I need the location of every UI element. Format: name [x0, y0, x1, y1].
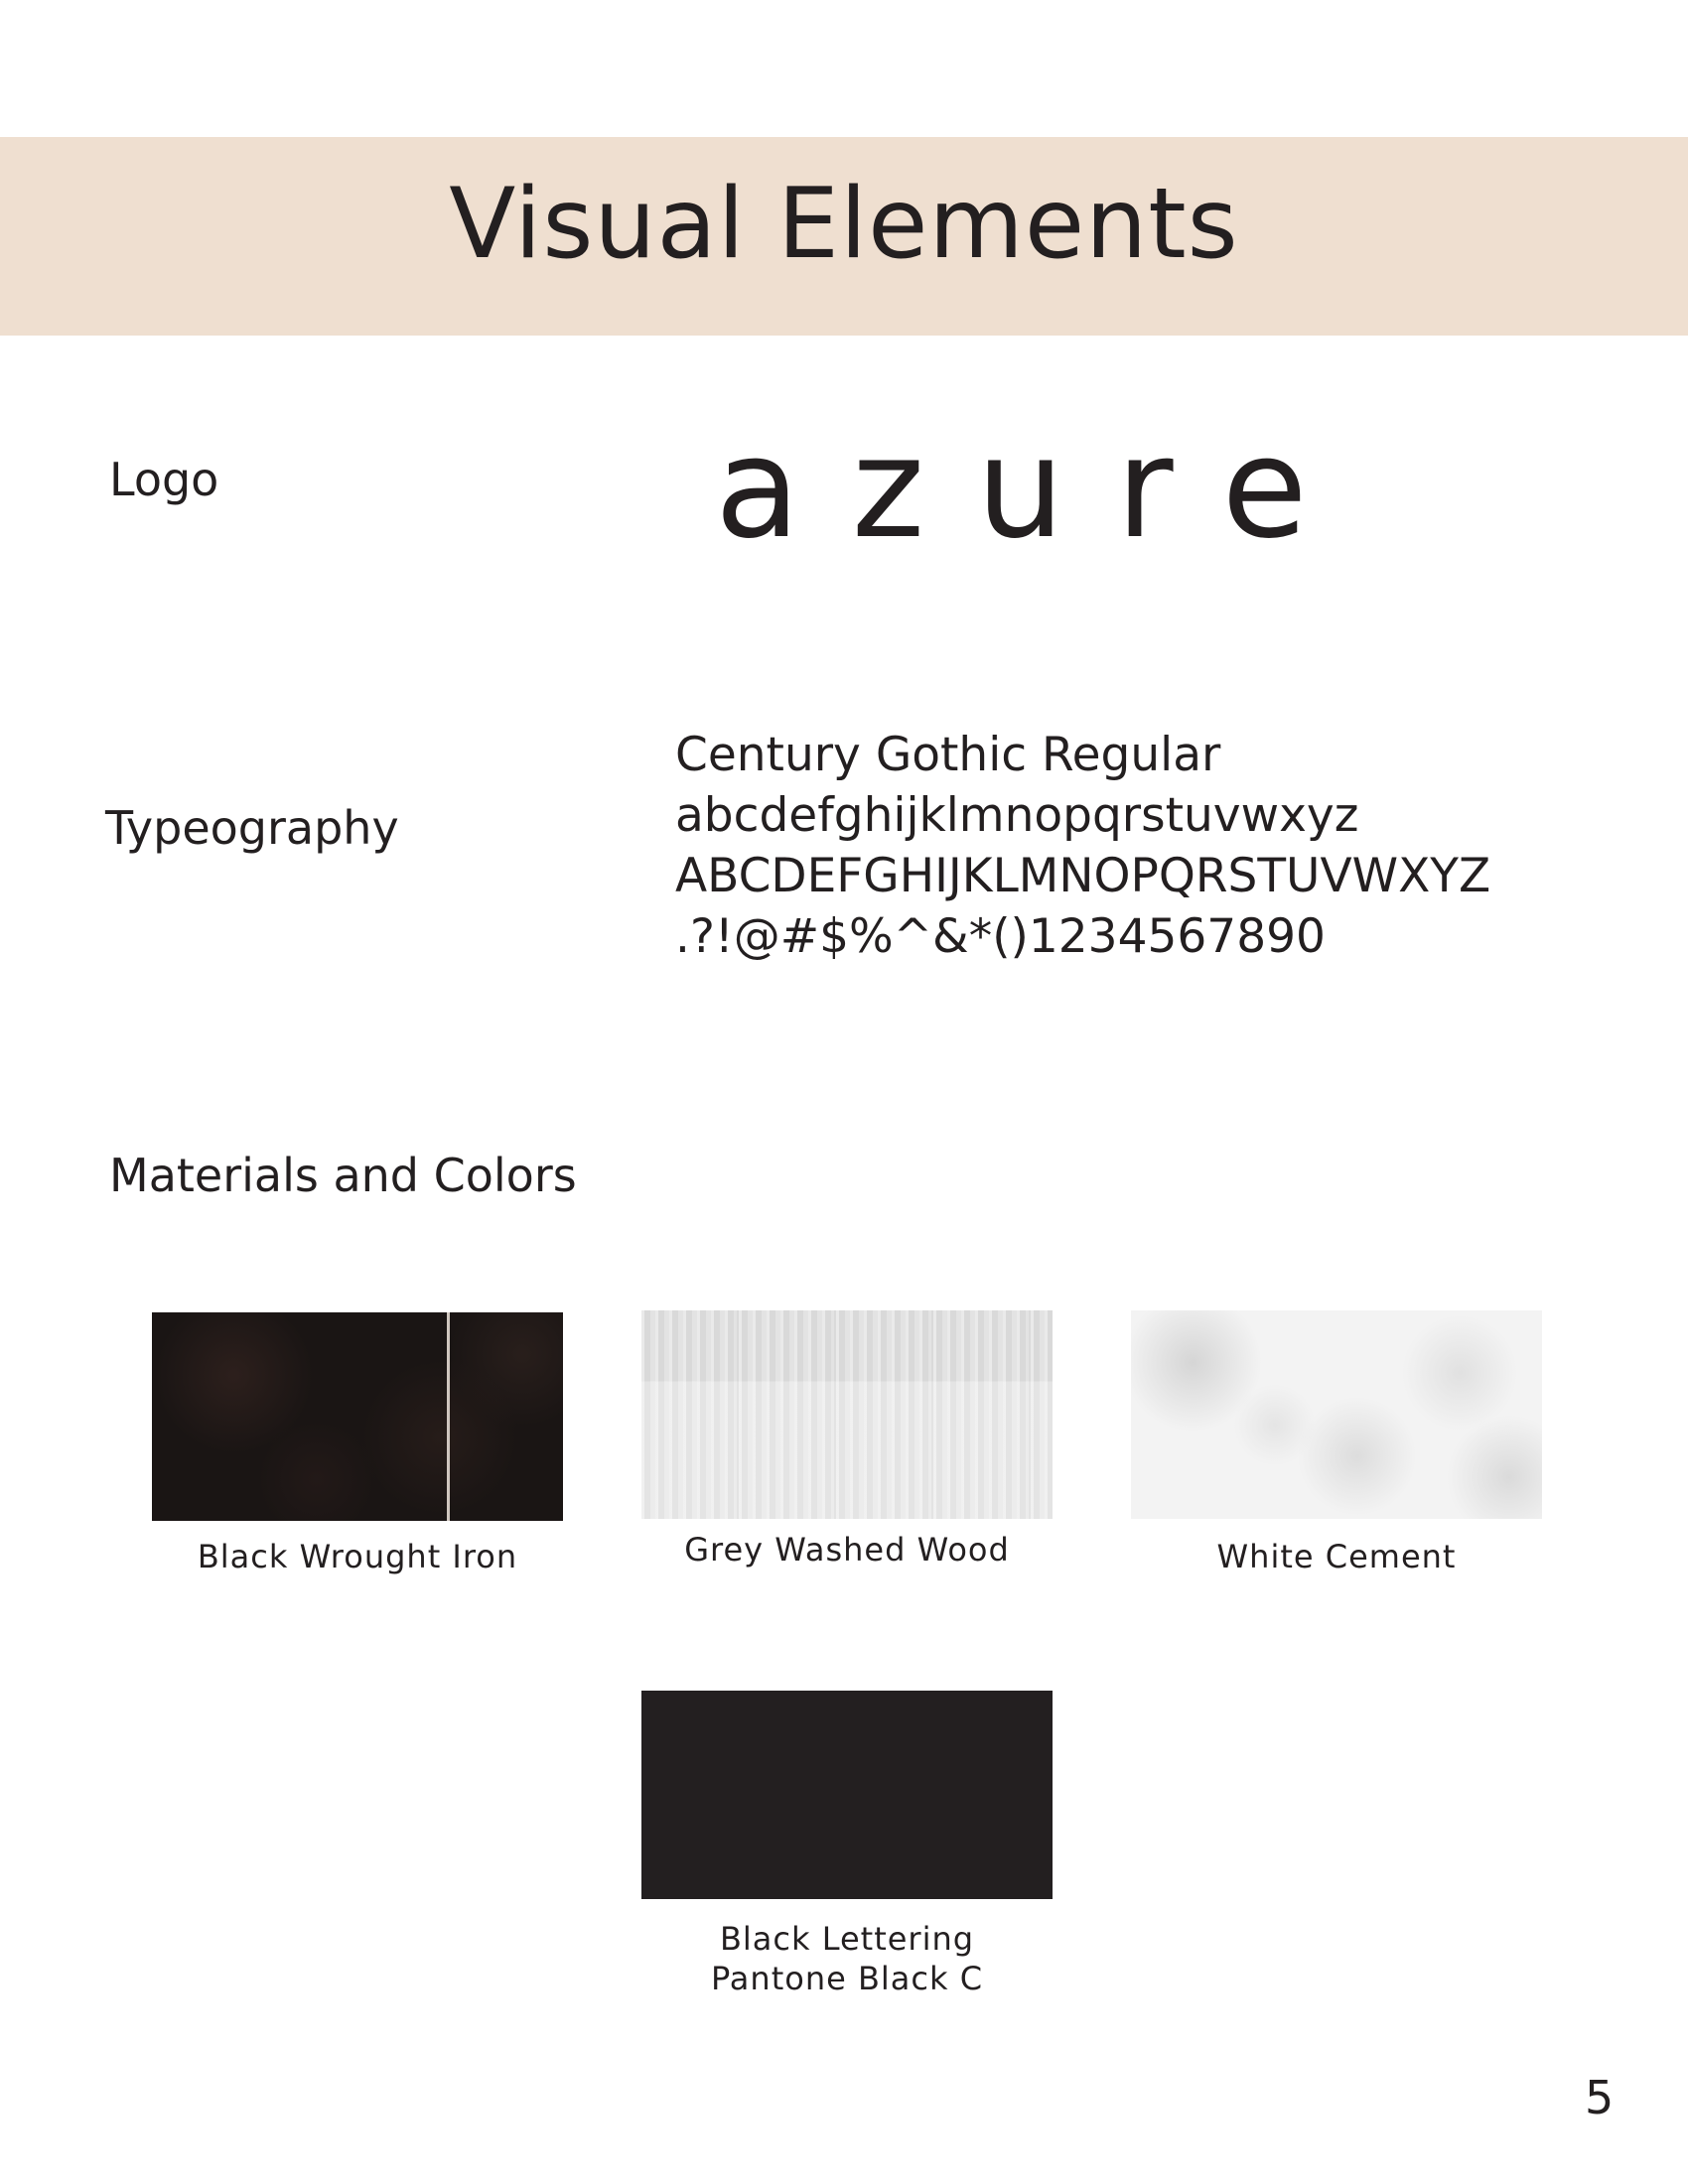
- typography-section-label: Typeography: [105, 801, 399, 855]
- uppercase-alphabet: ABCDEFGHIJKLMNOPQRSTUVWXYZ: [675, 849, 1491, 903]
- black-lettering-caption: Black Lettering: [719, 1920, 975, 1958]
- font-name: Century Gothic Regular: [675, 728, 1221, 782]
- lowercase-alphabet: abcdefghijklmnopqrstuvwxyz: [675, 788, 1359, 843]
- page-title: Visual Elements: [449, 168, 1239, 281]
- materials-section-label: Materials and Colors: [109, 1149, 577, 1202]
- white-cement-swatch: [1131, 1310, 1542, 1519]
- grey-washed-wood-swatch: [641, 1310, 1053, 1519]
- typography-specimen: [675, 725, 1490, 967]
- symbols-and-numbers: .?!@#$%^&*()1234567890: [675, 909, 1326, 964]
- white-cement-caption: White Cement: [1216, 1538, 1457, 1575]
- logo-section-label: Logo: [109, 453, 219, 506]
- black-wrought-iron-caption: Black Wrought Iron: [197, 1538, 518, 1575]
- pantone-black-c-caption: Pantone Black C: [710, 1960, 984, 1997]
- azure-logo-wordmark: azure: [715, 408, 1359, 570]
- grey-washed-wood-caption: Grey Washed Wood: [684, 1531, 1010, 1569]
- page-number: 5: [1585, 2071, 1615, 2124]
- black-lettering-swatch: [641, 1691, 1053, 1899]
- black-wrought-iron-swatch: [152, 1312, 563, 1521]
